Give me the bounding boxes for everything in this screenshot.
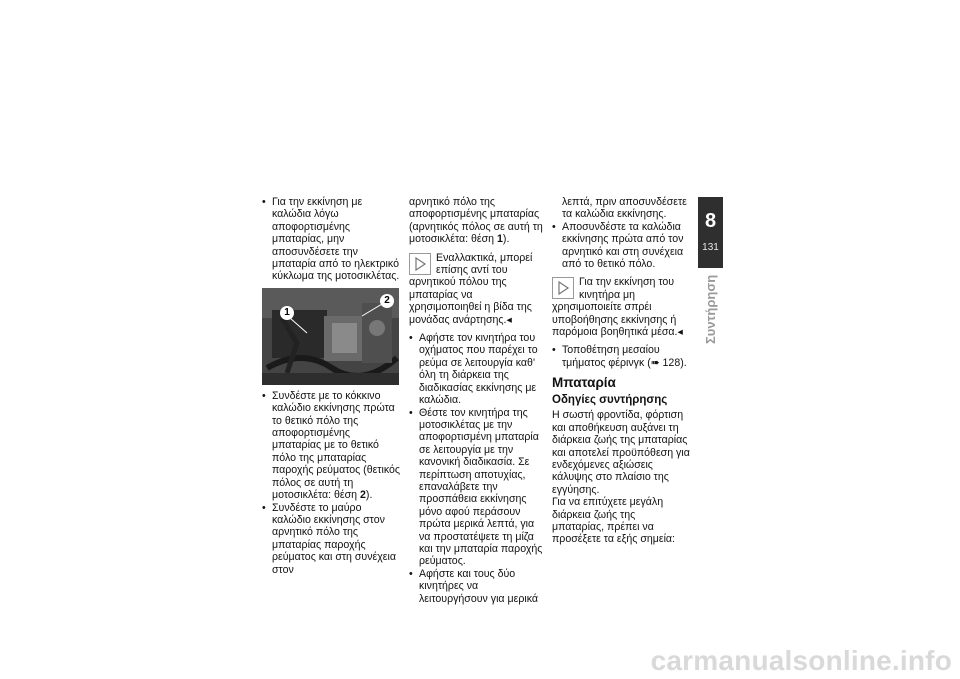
bullet-connect-red-end: ). xyxy=(365,489,373,502)
column-2 xyxy=(409,196,544,605)
bullet-disconnect: • Αποσυνδέστε τα καλώδια εκκίνησης πρώτα από τον αρνητικό και στη συνέχεια από το θετικό πόλο. xyxy=(552,221,690,271)
bullet-fairing: • Τοποθέτηση μεσαίου τμήματος φέρινγκ (➠ 128). xyxy=(552,344,690,369)
maintenance-paragraph-1: Η σωστή φροντίδα, φόρτιση και αποθήκευση αυξάνει τη διάρκεια ζωής της μπαταρίας και αποτελεί προϋπόθεση για ενδεχόμενες αξιώσεις κάλυψης στο πλαίσιο της εγγύησης. xyxy=(552,409,690,496)
bullet-connect-black: • Συνδέστε το μαύρο καλώδιο εκκίνησης στον αρνητικό πόλο της μπαταρίας παροχής ρεύματος και στη συνέχεια στον xyxy=(262,502,400,576)
note-triangle-icon xyxy=(552,277,574,299)
subsection-heading: Οδηγίες συντήρησης xyxy=(552,394,668,407)
continued-paragraph-end: ). xyxy=(502,233,510,246)
bullet-keep-running: • Αφήστε τον κινητήρα του οχήματος που παρέχει το ρεύμα σε λειτουργία καθ' όλη τη διάρκεια της διαδικασίας εκκίνησης με καλώδια. xyxy=(409,332,544,406)
callout-1: 1 xyxy=(280,306,294,320)
section-heading: Μπαταρία xyxy=(552,375,616,391)
bullet-connect-red xyxy=(262,390,400,502)
column-1 xyxy=(262,196,400,576)
note-block-2 xyxy=(552,276,690,338)
chapter-marker xyxy=(698,197,723,268)
note-block-1 xyxy=(409,252,544,326)
page-number: 131 xyxy=(702,242,719,253)
continued-bullet: λεπτά, πριν αποσυνδέσετε τα καλώδια εκκίνησης. xyxy=(562,196,687,221)
bullet-let-run: • Αφήστε και τους δύο κινητήρες να λειτουργήσουν για μερικά xyxy=(409,568,544,605)
continued-paragraph xyxy=(409,196,544,246)
bullet-connect-red-text: Συνδέστε με το κόκκινο καλώδιο εκκίνησης πρώτα το θετικό πόλο της αποφορτισμένης μπαταρίας με το θετικό πόλο της μπαταρίας παροχής ρεύματος (θετικός πόλος σε αυτή τη μοτοσικλέτα: θέση xyxy=(272,389,401,502)
maintenance-paragraph-2: Για να επιτύχετε μεγάλη διάρκεια ζωής της μπαταρίας, πρέπει να προσέξετε τα εξής σημεία: xyxy=(552,496,675,546)
callout-2: 2 xyxy=(380,294,394,308)
note-triangle-icon xyxy=(409,253,431,275)
chapter-number: 8 xyxy=(704,210,717,232)
battery-photo xyxy=(262,288,399,385)
bullet-jumpstart-note: • Για την εκκίνηση με καλώδια λόγω αποφορτισμένης μπαταρίας, μην αποσυνδέσετε την μπαταρία από το ηλεκτρικό κύκλωμα της μοτοσικλέτας. xyxy=(262,196,400,283)
battery-photo-illustration xyxy=(262,288,399,385)
position-ref-2: 2 xyxy=(360,489,366,502)
position-ref-1: 1 xyxy=(497,233,503,246)
continued-paragraph-text: αρνητικό πόλο της αποφορτισμένης μπαταρίας (αρνητικός πόλος σε αυτή τη μοτοσικλέτα: θέση xyxy=(409,196,543,246)
note-text-1: Εναλλακτικά, μπορεί επίσης αντί του αρνητικού πόλου της μπαταρίας να χρησιμοποιηθεί η βίδα της μονάδας ανάρτησης.◂ xyxy=(409,251,533,326)
watermark: carmanualsonline.info xyxy=(650,645,952,676)
bullet-start-engine: • Θέστε τον κινητήρα της μοτοσικλέτας με την αποφορτισμένη μπαταρία σε λειτουργία με την κανονική διαδικασία. Σε περίπτωση αποτυχίας, επαναλάβετε την προσπάθεια εκκίνησης μόνο αφού περάσουν πρώτα μερικά λεπτά, για να προστατέψετε τη μίζα και την μπαταρία παροχής ρεύματος. xyxy=(409,407,544,568)
chapter-side-title: Συντήρηση xyxy=(703,274,718,344)
note-text-2: Για την εκκίνηση του κινητήρα μη χρησιμοποιείτε σπρέι υποβοήθησης εκκίνησης ή παρόμοια βοηθητικά μέσα.◂ xyxy=(552,276,683,339)
column-3 xyxy=(552,196,690,546)
